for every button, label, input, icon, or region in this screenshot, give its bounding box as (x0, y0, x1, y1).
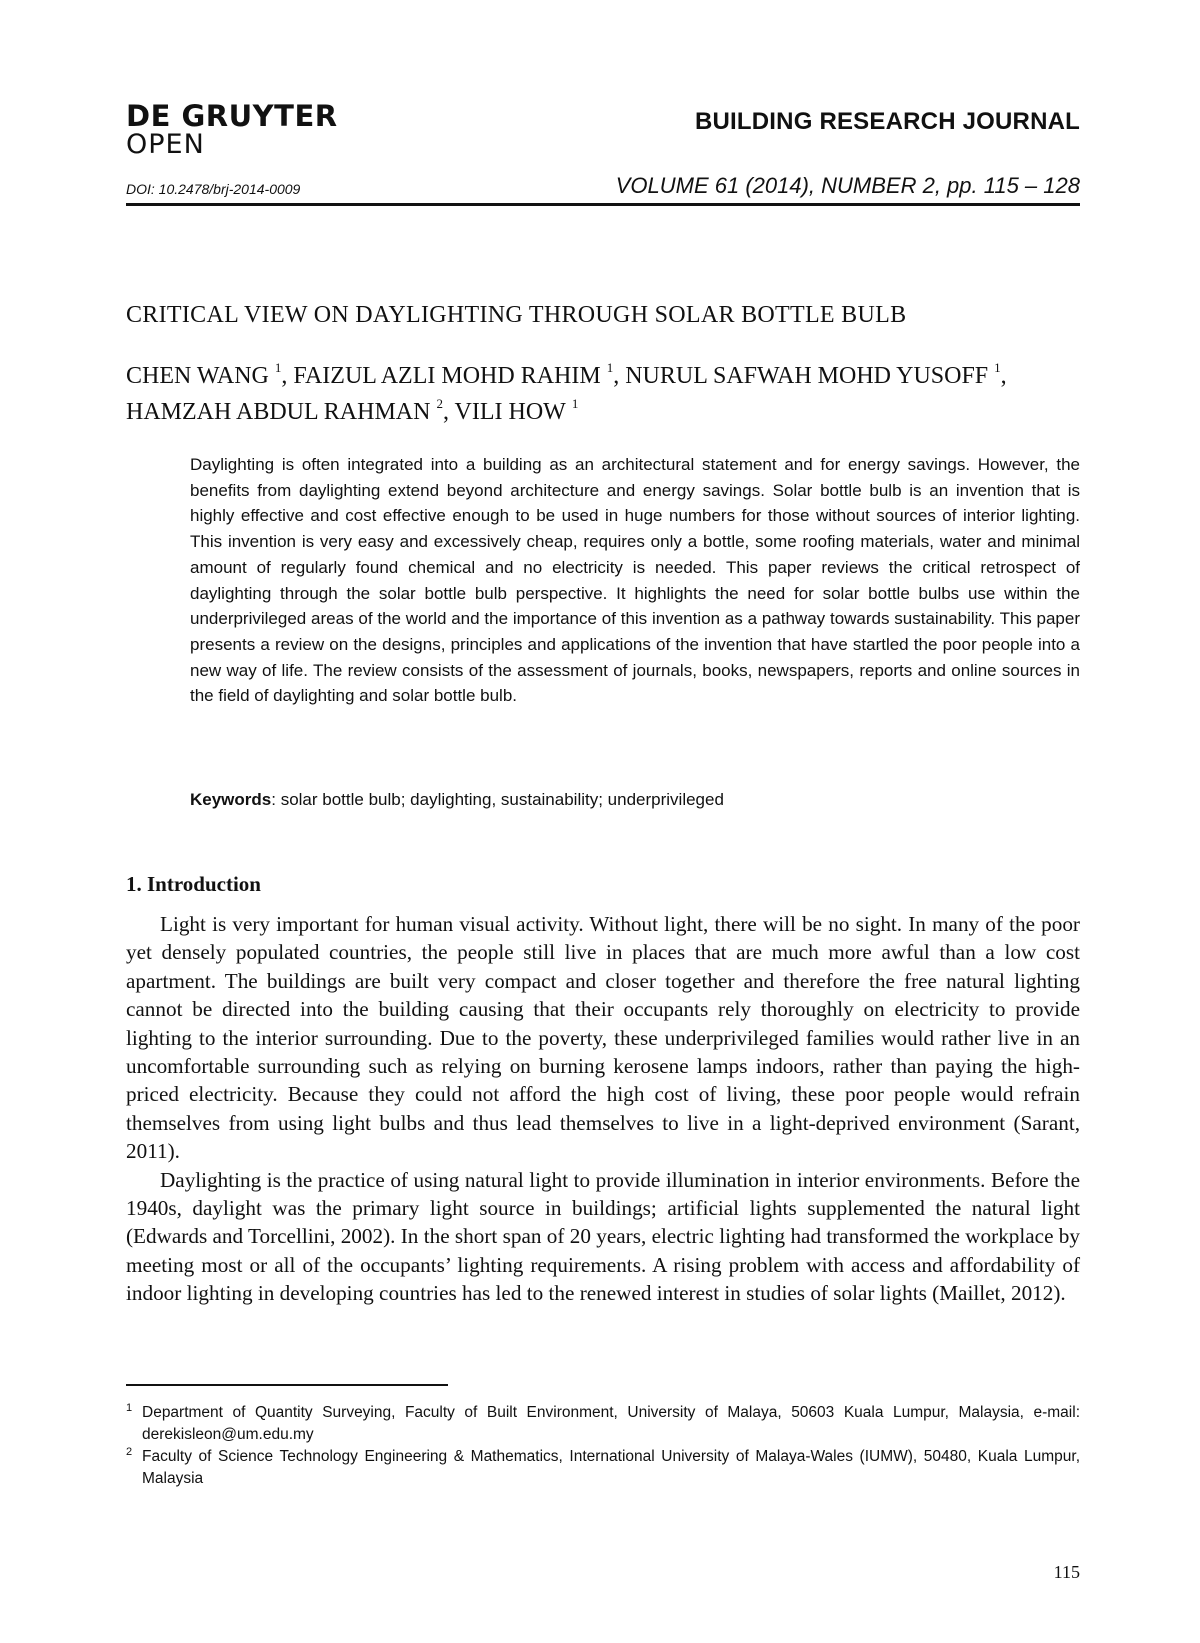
page-number: 115 (1053, 1562, 1080, 1582)
footnote (126, 1446, 1080, 1490)
author-name: NURUL SAFWAH MOHD YUSOFF (625, 363, 989, 389)
author-list: CHEN WANG $^1$, FAIZUL AZLI MOHD RAHIM $^1$, NURUL SAFWAH MOHD YUSOFF $^1$, HAMZAH ABDUL RAHMAN $^2$, VILI HOW $^1$ (126, 360, 1007, 425)
journal-title: BUILDING RESEARCH JOURNAL (694, 108, 1080, 135)
footnotes (126, 1402, 1080, 1490)
footnote-text: Faculty of Science Technology Engineering & Mathematics, International University of Malaya-Wales (IUMW), 50480, Kuala Lumpur, Malaysia (142, 1448, 1080, 1487)
paragraph: Daylighting is the practice of using natural light to provide illumination in interior environments. Before the 1940s, daylight was the primary light source in buildings; artificial lights supplemented the natural light (Edwards and Torcellini, 2002). In the short span of 20 years, electric lighting had transformed the workplace by meeting most or all of the occupants’ lighting requirements. A rising problem with access and affordability of indoor lighting in developing countries has led to the renewed interest in studies of solar lights (Maillet, 2012). (126, 1167, 1080, 1306)
author-affiliation-mark: 2 (436, 396, 443, 411)
keywords (190, 790, 1080, 810)
footnote-text: Department of Quantity Surveying, Faculty of Built Environment, University of Malaya, 50603 Kuala Lumpur, Malaysia, e-mail: derekisleon@um.edu.my (142, 1404, 1080, 1443)
author-affiliation-mark: 1 (994, 360, 1001, 375)
author-name: VILI HOW (454, 399, 566, 425)
publisher-logo (126, 99, 338, 160)
author-affiliation-mark: 1 (274, 360, 282, 375)
footnote-mark: 2 (126, 1446, 133, 1458)
author-affiliation-mark: 1 (571, 396, 579, 411)
author-name: CHEN WANG (126, 363, 269, 389)
footnote (126, 1402, 1080, 1446)
abstract: Daylighting is often integrated into a building as an architectural statement and for energy savings. However, the benefits from daylighting extend beyond architecture and energy savings. Solar bottle bulb is an invention that is highly effective and cost effective enough to be used in huge numbers for those without sources of interior lighting. This invention is very easy and excessively cheap, requires only a bottle, some roofing materials, water and minimal amount of regularly found chemical and no electricity is needed. This paper reviews the critical retrospect of daylighting through the solar bottle bulb perspective. It highlights the need for solar bottle bulbs use within the underprivileged areas of the world and the importance of this invention as a pathway towards sustainability. This paper presents a review on the designs, principles and applications of the invention that have startled the poor people into a new way of life. The review consists of the assessment of journals, books, newspapers, reports and online sources in the field of daylighting and solar bottle bulb. (190, 455, 1080, 706)
paper-title: CRITICAL VIEW ON DAYLIGHTING THROUGH SOLAR BOTTLE BULB (126, 302, 907, 328)
author-name: FAIZUL AZLI MOHD RAHIM (293, 363, 601, 389)
author-name: HAMZAH ABDUL RAHMAN (126, 399, 431, 425)
author-affiliation-mark: 1 (606, 360, 614, 375)
volume-info: VOLUME 61 (2014), NUMBER 2, pp. 115 – 128 (615, 173, 1080, 198)
header-rule (126, 203, 1080, 206)
publisher-name: DE GRUYTER (126, 99, 338, 133)
section-heading: 1. Introduction (126, 872, 261, 896)
keywords-text: : solar bottle bulb; daylighting, sustainability; underprivileged (271, 790, 724, 809)
body-text (126, 910, 1080, 1308)
publisher-subname: OPEN (126, 129, 205, 160)
doi-label: DOI: 10.2478/brj-2014-0009 (126, 181, 301, 197)
paragraph: Light is very important for human visual activity. Without light, there will be no sight. In many of the poor yet densely populated countries, the people still live in places that are much more awful than a low cost apartment. The buildings are built very compact and closer together and therefore the free natural lighting cannot be directed into the building causing that their occupants rely thoroughly on electricity to provide lighting to the interior surrounding. Due to the poverty, these underprivileged families would rather live in an uncomfortable surrounding such as relying on burning kerosene lamps indoors, rather than paying the high-priced electricity. Because they could not afford the high cost of living, these poor people would refrain themselves from using light bulbs and thus lead themselves to live in a light-deprived environment (Sarant, 2011). (126, 912, 1080, 1164)
footnote-rule (126, 1384, 448, 1386)
keywords-label: Keywords (190, 790, 272, 809)
footnote-mark: 1 (126, 1402, 133, 1414)
